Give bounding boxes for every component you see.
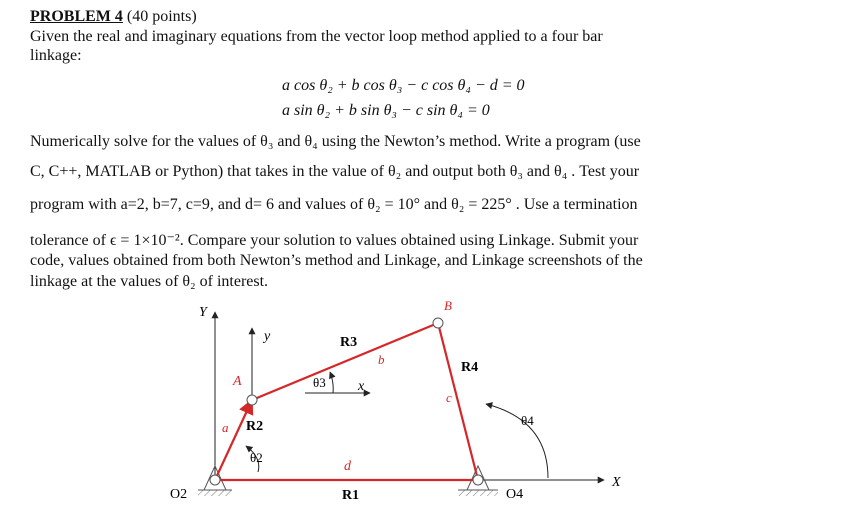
equation-real: a cos θ₂ + b cos θ₃ − c cos θ₄ − d = 0: [282, 77, 525, 94]
joint-o4: [473, 475, 483, 485]
label-Y: Y: [199, 305, 207, 320]
body-line-6: linkage at the values of θ₂ of interest.: [30, 273, 269, 290]
joint-b: [433, 318, 443, 328]
label-d: d: [344, 459, 351, 474]
intro-line-1: Given the real and imaginary equations from the vector loop method applied to a four bar: [30, 28, 603, 45]
body-line-5: code, values obtained from both Newton’s method and Linkage, and Linkage screenshots of the: [30, 252, 643, 269]
body-line-2: C, C++, MATLAB or Python) that takes in the value of θ₂ and output both θ₃ and θ₄ . Test your: [30, 163, 640, 180]
equation-imaginary: a sin θ₂ + b sin θ₃ − c sin θ₄ = 0: [282, 102, 490, 119]
joint-o2: [210, 475, 220, 485]
label-R3: R3: [340, 335, 358, 350]
label-b: b: [378, 352, 385, 367]
label-A: A: [233, 374, 242, 389]
link-r4: [438, 323, 478, 480]
theta3-arc: [330, 372, 333, 393]
theta4-arc: [486, 404, 548, 478]
label-theta4: θ4: [521, 413, 534, 428]
link-r2: [215, 400, 252, 480]
label-X: X: [612, 475, 621, 490]
label-R2: R2: [246, 419, 264, 434]
label-y: y: [264, 329, 271, 344]
intro-line-2: linkage:: [30, 47, 82, 64]
body-line-1: Numerically solve for the values of θ₃ and θ₄ using the Newton’s method. Write a program (use: [30, 133, 641, 150]
label-B: B: [444, 298, 452, 313]
body-line-4: tolerance of ϵ = 1×10⁻². Compare your solution to values obtained using Linkage. Submit your: [30, 232, 639, 249]
body-line-3: program with a=2, b=7, c=9, and d= 6 and values of θ₂ = 10° and θ₂ = 225° . Use a termination: [30, 196, 638, 213]
joint-a: [247, 395, 257, 405]
label-c: c: [446, 390, 452, 405]
label-x: x: [358, 379, 365, 394]
label-theta3: θ3: [313, 375, 326, 390]
label-R1: R1: [342, 488, 360, 503]
label-R4: R4: [461, 360, 479, 375]
problem-points: (40 points): [126, 8, 197, 25]
label-O2: O2: [170, 487, 188, 502]
problem-number: PROBLEM 4: [30, 8, 123, 25]
label-O4: O4: [506, 487, 524, 502]
label-a: a: [222, 420, 229, 435]
label-theta2: θ2: [250, 450, 263, 465]
